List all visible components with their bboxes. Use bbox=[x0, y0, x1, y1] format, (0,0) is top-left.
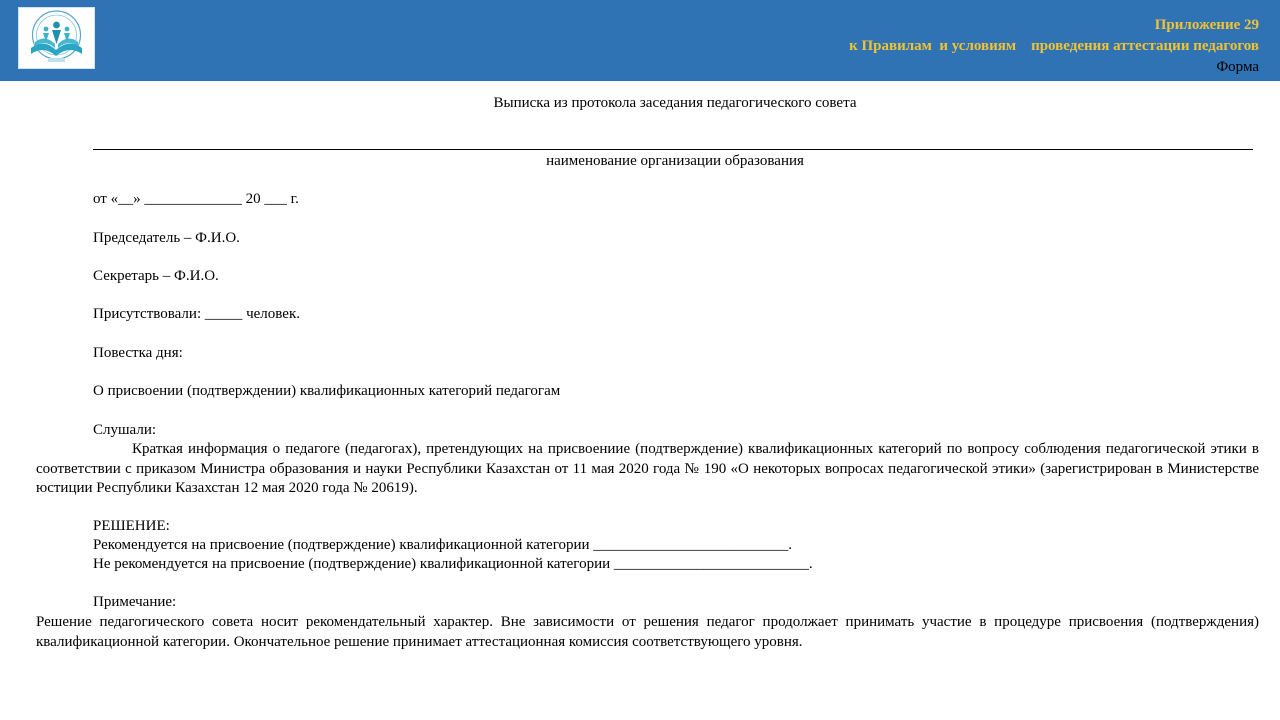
agenda-item: О присвоении (подтверждении) квалификационных категорий педагогам bbox=[93, 383, 561, 399]
annex-rules-reference: к Правилам и условиям проведения аттестации педагогов bbox=[849, 38, 1259, 54]
chairman-line: Председатель – Ф.И.О. bbox=[93, 230, 240, 246]
education-book-logo-icon bbox=[18, 7, 95, 69]
recommended-line: Рекомендуется на присвоение (подтверждение) квалификационной категории __________________________. bbox=[93, 537, 793, 553]
organization-blank-line bbox=[93, 149, 1253, 150]
heard-paragraph bbox=[36, 440, 1259, 499]
annex-form-label: Форма bbox=[1216, 59, 1259, 75]
organization-caption: наименование организации образования bbox=[546, 153, 804, 169]
heard-text: Краткая информация о педагоге (педагогах), претендующих на присвоениие (подтверждение) квалификационных категорий по вопросу соблюдения педагогической этики в соответствии с приказом Министра образования и науки Республики Казахстан от 11 мая 2020 года № 190 «О некоторых вопросах педагогической этики» (зарегистрирован в Министерстве юстиции Республики Казахстан 12 мая 2020 года № 20619). bbox=[36, 441, 1259, 496]
heard-label: Слушали: bbox=[93, 422, 157, 438]
annex-number: Приложение 29 bbox=[1154, 17, 1259, 33]
attendance-line: Присутствовали: _____ человек. bbox=[93, 306, 300, 322]
header-band bbox=[0, 0, 1280, 81]
annex-header bbox=[849, 15, 1259, 78]
document-title: Выписка из протокола заседания педагогического совета bbox=[493, 95, 857, 111]
decision-label: РЕШЕНИЕ: bbox=[93, 518, 170, 534]
agenda-label: Повестка дня: bbox=[93, 345, 183, 361]
secretary-line: Секретарь – Ф.И.О. bbox=[93, 268, 219, 284]
note-label: Примечание: bbox=[93, 594, 177, 610]
date-line: от «__» _____________ 20 ___ г. bbox=[93, 191, 299, 207]
note-paragraph: Решение педагогического совета носит рекомендательный характер. Вне зависимости от решения педагог продолжает принимать участие в процедуре присвоения (подтверждения) квалификационной категории. Окончательное решение принимает аттестационная комиссия соответствующего уровня. bbox=[36, 614, 1259, 650]
not-recommended-line: Не рекомендуется на присвоение (подтверждение) квалификационной категории __________________________. bbox=[93, 556, 813, 572]
